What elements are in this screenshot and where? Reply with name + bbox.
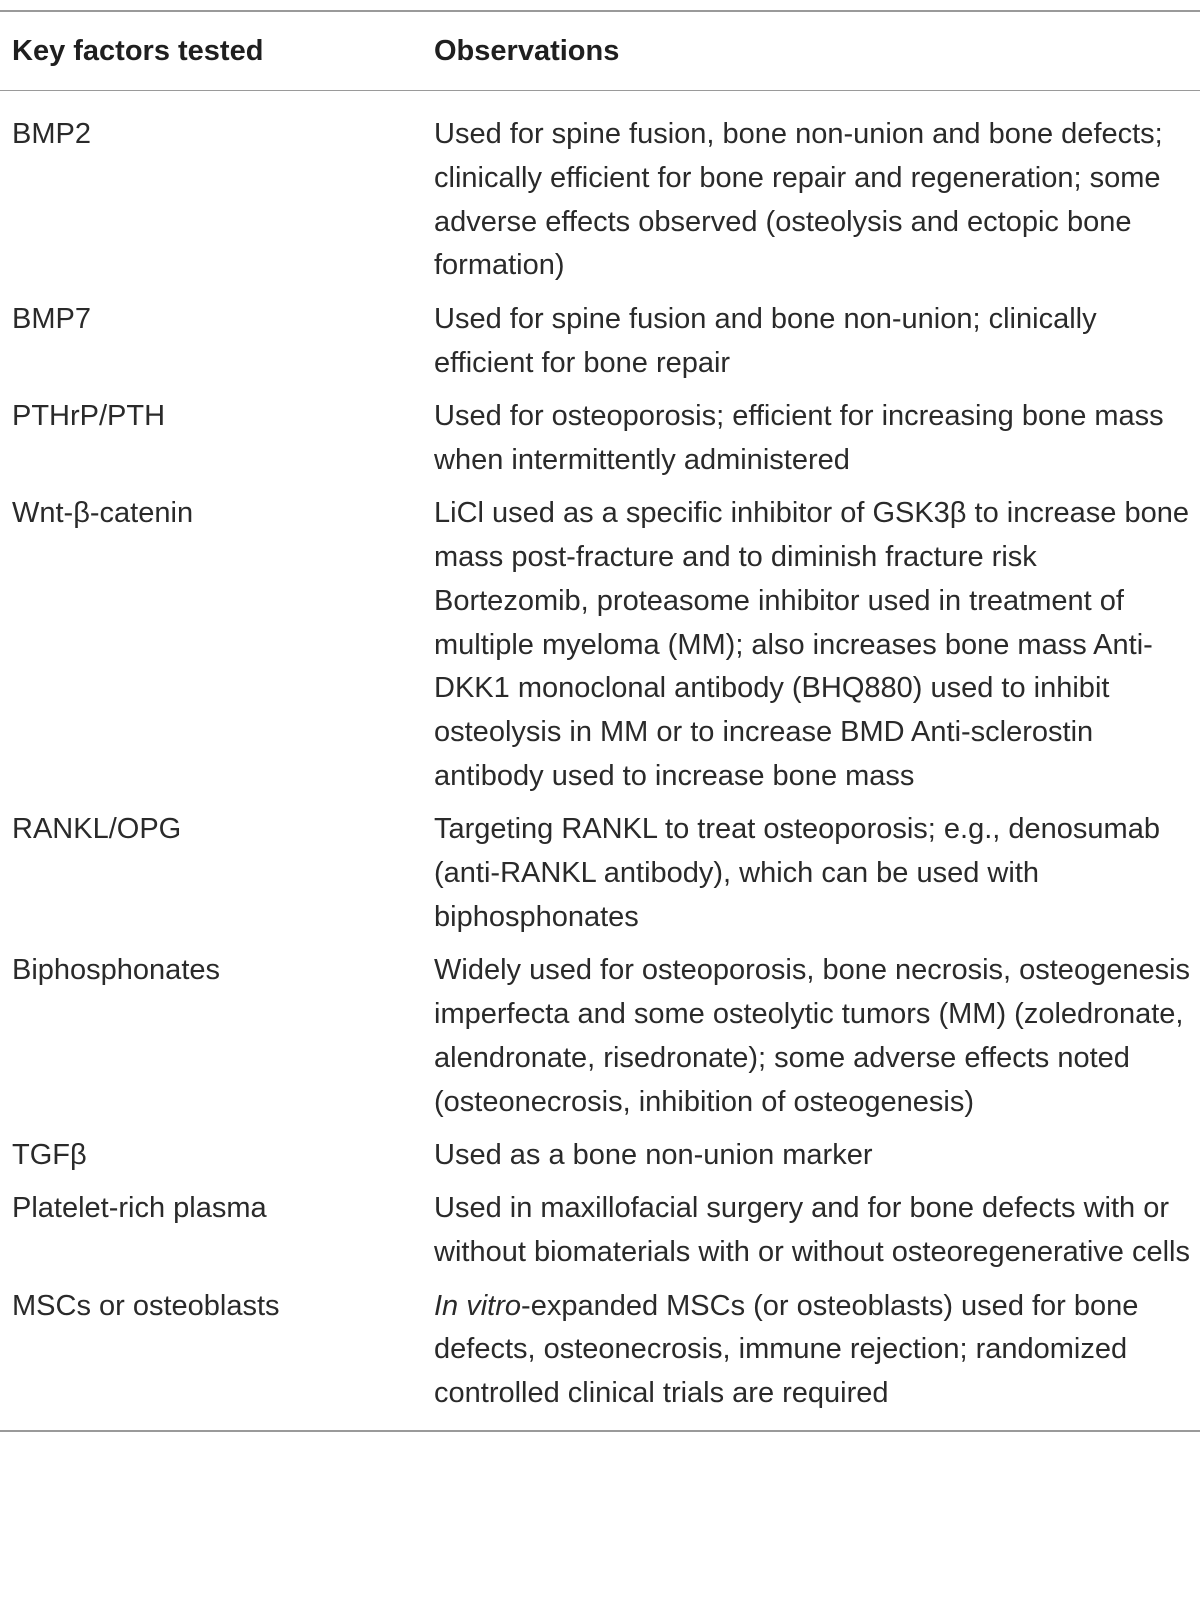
row-factor: BMP2 — [12, 118, 91, 150]
table-row — [0, 298, 1200, 395]
observation-italic-prefix: In vitro — [434, 1289, 522, 1322]
table-body — [0, 91, 1200, 1426]
row-observation: Used for osteoporosis; efficient for increasing bone mass when intermittently administered — [434, 399, 1164, 476]
table-row — [0, 113, 1200, 298]
table-row — [0, 1134, 1200, 1187]
table-row — [0, 808, 1200, 949]
table-row — [0, 1285, 1200, 1426]
row-factor: Wnt-β-catenin — [12, 497, 194, 530]
row-observation: Targeting RANKL to treat osteoporosis; e.g., denosumab (anti-RANKL antibody), which can be used with biphosphonates — [434, 813, 1160, 933]
row-observation: LiCl used as a specific inhibitor of GSK3β to increase bone mass post-fracture and to diminish fracture risk Bortezomib, proteasome inhibitor used in treatment of multiple myeloma (MM); also increases bone mass Anti-DKK1 monoclonal antibody (BHQ880) used to inhibit osteolysis in MM or to increase BMD Anti-sclerostin antibody used to increase bone mass — [434, 497, 1189, 792]
factors-table — [0, 10, 1200, 1432]
row-observation: Used for spine fusion and bone non-union; clinically efficient for bone repair — [434, 302, 1097, 379]
row-observation: Widely used for osteoporosis, bone necrosis, osteogenesis imperfecta and some osteolytic tumors (MM) (zoledronate, alendronate, risedronate); some adverse effects noted (osteonecrosis, inhibition of osteogenesis) — [434, 954, 1191, 1118]
table-row — [0, 949, 1200, 1134]
table-row — [0, 492, 1200, 808]
row-observation: Used for spine fusion, bone non-union and bone defects; clinically efficient for bone repair and regeneration; some adverse effects observed (osteolysis and ectopic bone formation) — [434, 118, 1163, 282]
header-key-factors: Key factors tested — [12, 34, 264, 67]
row-factor: PTHrP/PTH — [12, 399, 166, 432]
table-header-row — [0, 12, 1200, 91]
row-observation: Used in maxillofacial surgery and for bone defects with or without biomaterials with or without osteoregenerative cells — [434, 1192, 1190, 1269]
row-factor: RANKL/OPG — [12, 813, 182, 846]
row-factor: Platelet-rich plasma — [12, 1192, 267, 1225]
row-factor: TGFβ — [12, 1139, 87, 1172]
row-factor: MSCs or osteoblasts — [12, 1289, 280, 1322]
row-observation — [434, 1285, 1200, 1426]
table-bottom-rule — [0, 1430, 1200, 1432]
table-row — [0, 395, 1200, 492]
row-observation: Used as a bone non-union marker — [434, 1139, 873, 1172]
table-row — [0, 1187, 1200, 1284]
observation-text: -expanded MSCs (or osteoblasts) used for bone defects, osteonecrosis, immune rejection; randomized controlled clinical trials are required — [434, 1289, 1139, 1410]
header-observations: Observations — [434, 34, 620, 67]
row-factor: BMP7 — [12, 302, 91, 335]
row-factor: Biphosphonates — [12, 954, 220, 987]
